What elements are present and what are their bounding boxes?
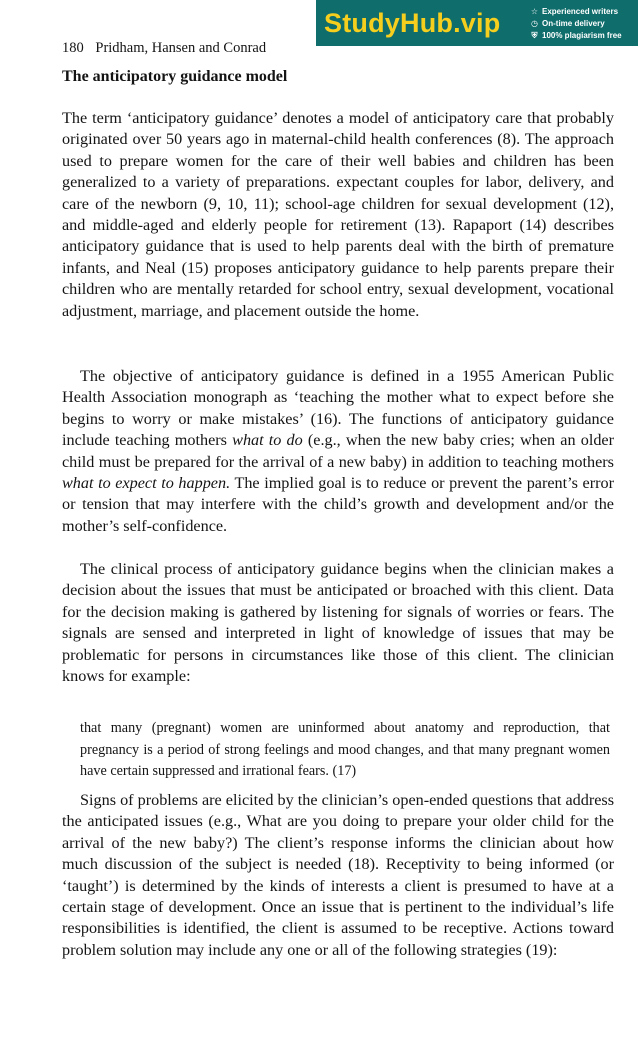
watermark-banner[interactable] — [316, 0, 638, 46]
block-quote: that many (pregnant) women are uninformed about anatomy and reproduction, that pregnancy is a period of strong feelings and mood changes, and that many pregnant women have certain suppressed and irrational fears. (17) — [80, 720, 610, 779]
studyhub-logo[interactable]: StudyHub.vip — [324, 7, 501, 38]
badge-label: On-time delivery — [542, 19, 605, 28]
paragraph-intro: The term ‘anticipatory guidance’ denotes a model of anticipatory care that probably originated over 50 years ago in maternal-child health conferences (8). The approach used to prepare women for the care of their well babies and children has been generalized to a variety of preparations. expectant couples for labor, delivery, and care of the newborn (9, 10, 11); school-age children for sexual development (12), and middle-aged and elderly people for retirement (13). Rapaport (14) describes anticipatory guidance that is used to help parents deal with the birth of premature infants, and Neal (15) proposes anticipatory guidance to help parents prepare their children who are mentally retarded for school entry, sexual development, vocational adjustment, marriage, and placement outside the home. — [62, 109, 614, 320]
paragraph-objective — [62, 366, 614, 537]
badge-on-time — [530, 18, 622, 30]
paragraph-text: The implied goal is to reduce or prevent the parent’s error or tension that may interfere with the child’s growth and development and/or the mother’s self-confidence. — [62, 474, 614, 535]
paragraph-clinical-process: The clinical process of anticipatory guidance begins when the clinician makes a decision about the issues that must be anticipated or broached with this client. Data for the decision making is gathered by listening for signals of worries or fears. The signals are sensed and interpreted in light of knowledge of issues that may be problematic for persons in circumstances like those of this client. The clinician knows for example: — [62, 560, 614, 686]
emphasis-text: what to do — [232, 431, 303, 450]
paragraph-text: The objective of anticipatory guidance is defined in a 1955 American Public Health Association monograph as ‘teaching the mother what to expect before she begins to worry or make mistakes’ (16). The functions of anticipatory guidance include teaching mothers — [62, 367, 614, 450]
emphasis-text: what to expect to happen. — [62, 474, 231, 493]
running-authors: Pridham, Hansen and Conrad — [95, 40, 267, 56]
paragraph-signs: Signs of problems are elicited by the clinician’s open-ended questions that address the anticipated issues (e.g., What are you doing to prepare your older child for the arrival of the new baby?) The client’s response informs the clinician about how much discussion of the subject is needed (18). Receptivity to being informed (or ‘taught’) is determined by the kinds of interests a client is presumed to have at a certain stage of development. Once an issue that is pertinent to the individual’s life responsibilities is identified, the client is assumed to be receptive. Actions toward problem solution may include any one or all of the following strategies (19): — [62, 791, 614, 959]
running-header — [62, 40, 266, 57]
page-number: 180 — [62, 40, 84, 56]
paragraph-text: (e.g., when the new baby cries; when an older child must be prepared for the arrival of a new baby) in addition to teaching mothers — [62, 431, 614, 471]
badge-label: Experienced writers — [542, 7, 619, 16]
badge-plagiarism-free — [530, 30, 622, 42]
badge-list — [530, 6, 622, 42]
badge-experienced — [530, 6, 622, 18]
section-title: The anticipatory guidance model — [62, 68, 288, 85]
shield-icon: ⛨ — [531, 31, 538, 40]
clock-icon: ◷ — [531, 19, 538, 28]
badge-label: 100% plagiarism free — [542, 31, 622, 40]
star-icon: ☆ — [530, 7, 539, 16]
